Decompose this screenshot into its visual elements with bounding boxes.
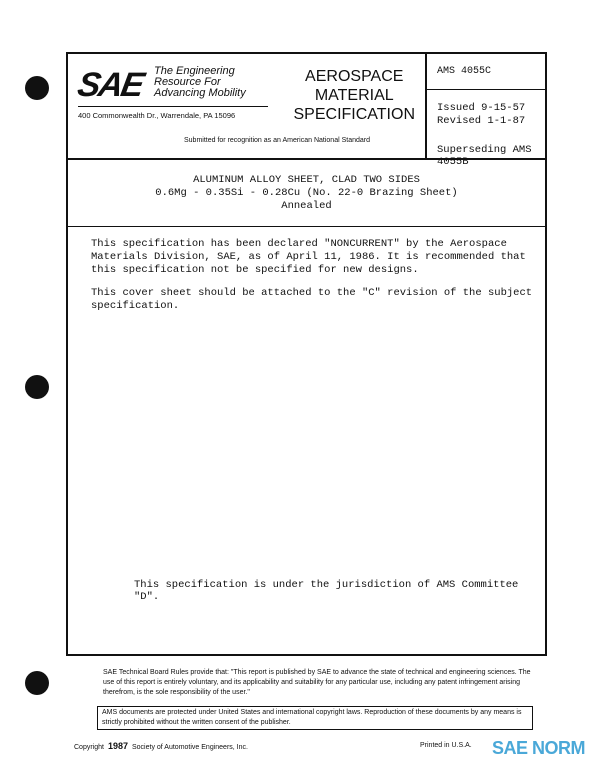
paragraph: This specification has been declared "NONCURRENT" by the Aerospace Materials Division, SAE, as of April 11, 1986. It is recommended that this specification not be specified for new designs.	[91, 238, 526, 276]
copyright-line	[74, 741, 248, 751]
printed-in: Printed in U.S.A.	[420, 742, 472, 749]
board-rules: SAE Technical Board Rules provide that: "This report is published by SAE to advance the state of technical and engineering sciences. The use of this report is entirely voluntary, and its applicability and suitability for any particular use, including any patent infringement arising therefrom, is the sole responsibility of the user."	[103, 669, 531, 696]
title-line: ALUMINUM ALLOY SHEET, CLAD TWO SIDES	[193, 174, 420, 186]
spec-title	[68, 174, 545, 213]
header-block	[68, 54, 427, 160]
spec-number: AMS 4055C	[427, 54, 545, 90]
tagline-line: The Engineering	[154, 65, 235, 77]
tagline-line: Resource For	[154, 76, 221, 88]
spec-meta	[427, 54, 545, 168]
issued-date: Issued 9-15-57	[437, 102, 526, 114]
title-line: 0.6Mg - 0.35Si - 0.28Cu (No. 22-0 Brazing Sheet)	[155, 187, 458, 199]
divider	[78, 106, 268, 107]
doc-type-line: MATERIAL	[314, 87, 394, 104]
dates	[437, 102, 525, 128]
tagline	[154, 66, 246, 99]
punch-hole	[25, 671, 49, 695]
copyright-year: 1987	[107, 741, 128, 751]
tagline-line: Advancing Mobility	[154, 87, 246, 99]
copyright-org: Society of Automotive Engineers, Inc.	[132, 744, 248, 751]
punch-hole	[25, 375, 49, 399]
paragraph: This cover sheet should be attached to the "C" revision of the subject specification.	[91, 287, 533, 312]
doc-type	[294, 67, 416, 124]
copyright-notice: AMS documents are protected under United States and international copyright laws. Reproduction of these documents by any means is strictly prohibited without the written consent of the publisher.	[97, 706, 533, 730]
address: 400 Commonwealth Dr., Warrendale, PA 15096	[78, 111, 236, 120]
revised-date: Revised 1-1-87	[437, 115, 526, 127]
doc-type-line: AEROSPACE	[305, 68, 404, 85]
body-text	[91, 238, 546, 323]
document-frame	[66, 52, 547, 656]
watermark: SAE NORM	[492, 738, 586, 758]
punch-hole	[25, 76, 49, 100]
sae-logo: SAE	[74, 66, 146, 104]
title-line: Annealed	[281, 200, 332, 212]
jurisdiction: This specification is under the jurisdiction of AMS Committee "D".	[134, 579, 519, 603]
copyright-label: Copyright	[74, 744, 104, 751]
divider	[68, 226, 545, 227]
doc-type-line: SPECIFICATION	[293, 106, 415, 123]
superseding: Superseding AMS 4055B	[437, 144, 532, 168]
submitted-note: Submitted for recognition as an American National Standard	[184, 137, 370, 144]
